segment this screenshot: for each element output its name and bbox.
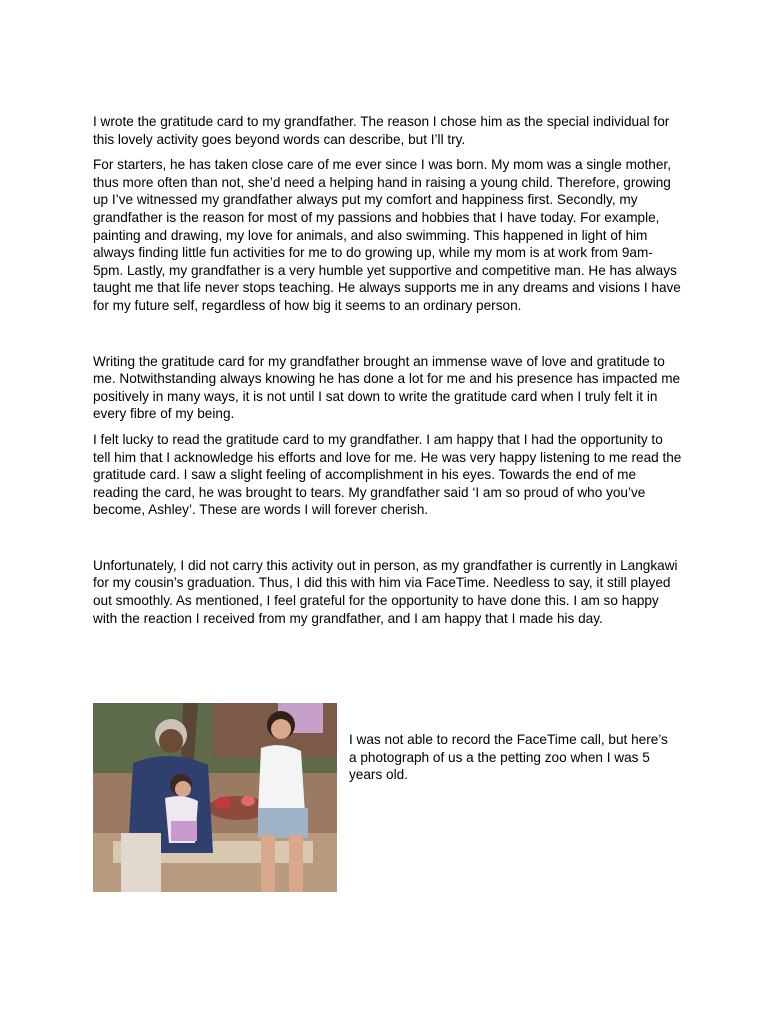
paragraph-reasons: For starters, he has taken close care of me ever since I was born. My mom was a single mother, thus more often than not, she’d need a helping hand in raising a young child. Therefore, growing up I’ve witnessed my grandfather always put my comfort and happiness first. Secondly, my grandfather is the reason for most of my passions and hobbies that I have today. For example, painting and drawing, my love for animals, and also swimming. This happened in light of him always finding little fun activities for me to do growing up, while my mom is at work from 9am-5pm. Lastly, my grandfather is a very humble yet supportive and competitive man. He has always taught me that life never stops teaching. He always supports me in any dreams and visions I have for my future self, regardless of how big it seems to an ordinary person. bbox=[93, 157, 681, 313]
paragraph-facetime: Unfortunately, I did not carry this activity out in person, as my grandfather is currently in Langkawi for my cousin’s graduation. Thus, I did this with him via FaceTime. Needless to say, it still played out smoothly. As mentioned, I feel grateful for the opportunity to have done this. I am so happy with the reaction I received from my grandfather, and I am happy that I made his day. bbox=[93, 557, 678, 626]
family-photo-illustration bbox=[93, 703, 337, 892]
document-body bbox=[93, 113, 683, 635]
paragraph-writing: Writing the gratitude card for my grandfather brought an immense wave of love and gratitude to me. Notwithstanding always knowing he has done a lot for me and his presence has impacted me positively in many ways, it is not until I sat down to write the gratitude card when I truly felt it in every fibre of my being. bbox=[93, 353, 681, 422]
photo-section bbox=[93, 703, 683, 893]
family-photo bbox=[93, 703, 337, 892]
photo-caption: I was not able to record the FaceTime call, but here’s a photograph of us a the petting zoo when I was 5 years old. bbox=[349, 732, 668, 783]
paragraph-reading: I felt lucky to read the gratitude card to my grandfather. I am happy that I had the opportunity to tell him that I acknowledge his efforts and love for me. He was very happy listening to me read the gratitude card. I saw a slight feeling of accomplishment in his eyes. Towards the end of me reading the card, he was brought to tears. My grandfather said ‘I am so proud of who you’ve become, Ashley’. These are words I will forever cherish. bbox=[93, 431, 682, 518]
paragraph-intro: I wrote the gratitude card to my grandfather. The reason I chose him as the special individual for this lovely activity goes beyond words can describe, but I’ll try. bbox=[93, 114, 670, 147]
